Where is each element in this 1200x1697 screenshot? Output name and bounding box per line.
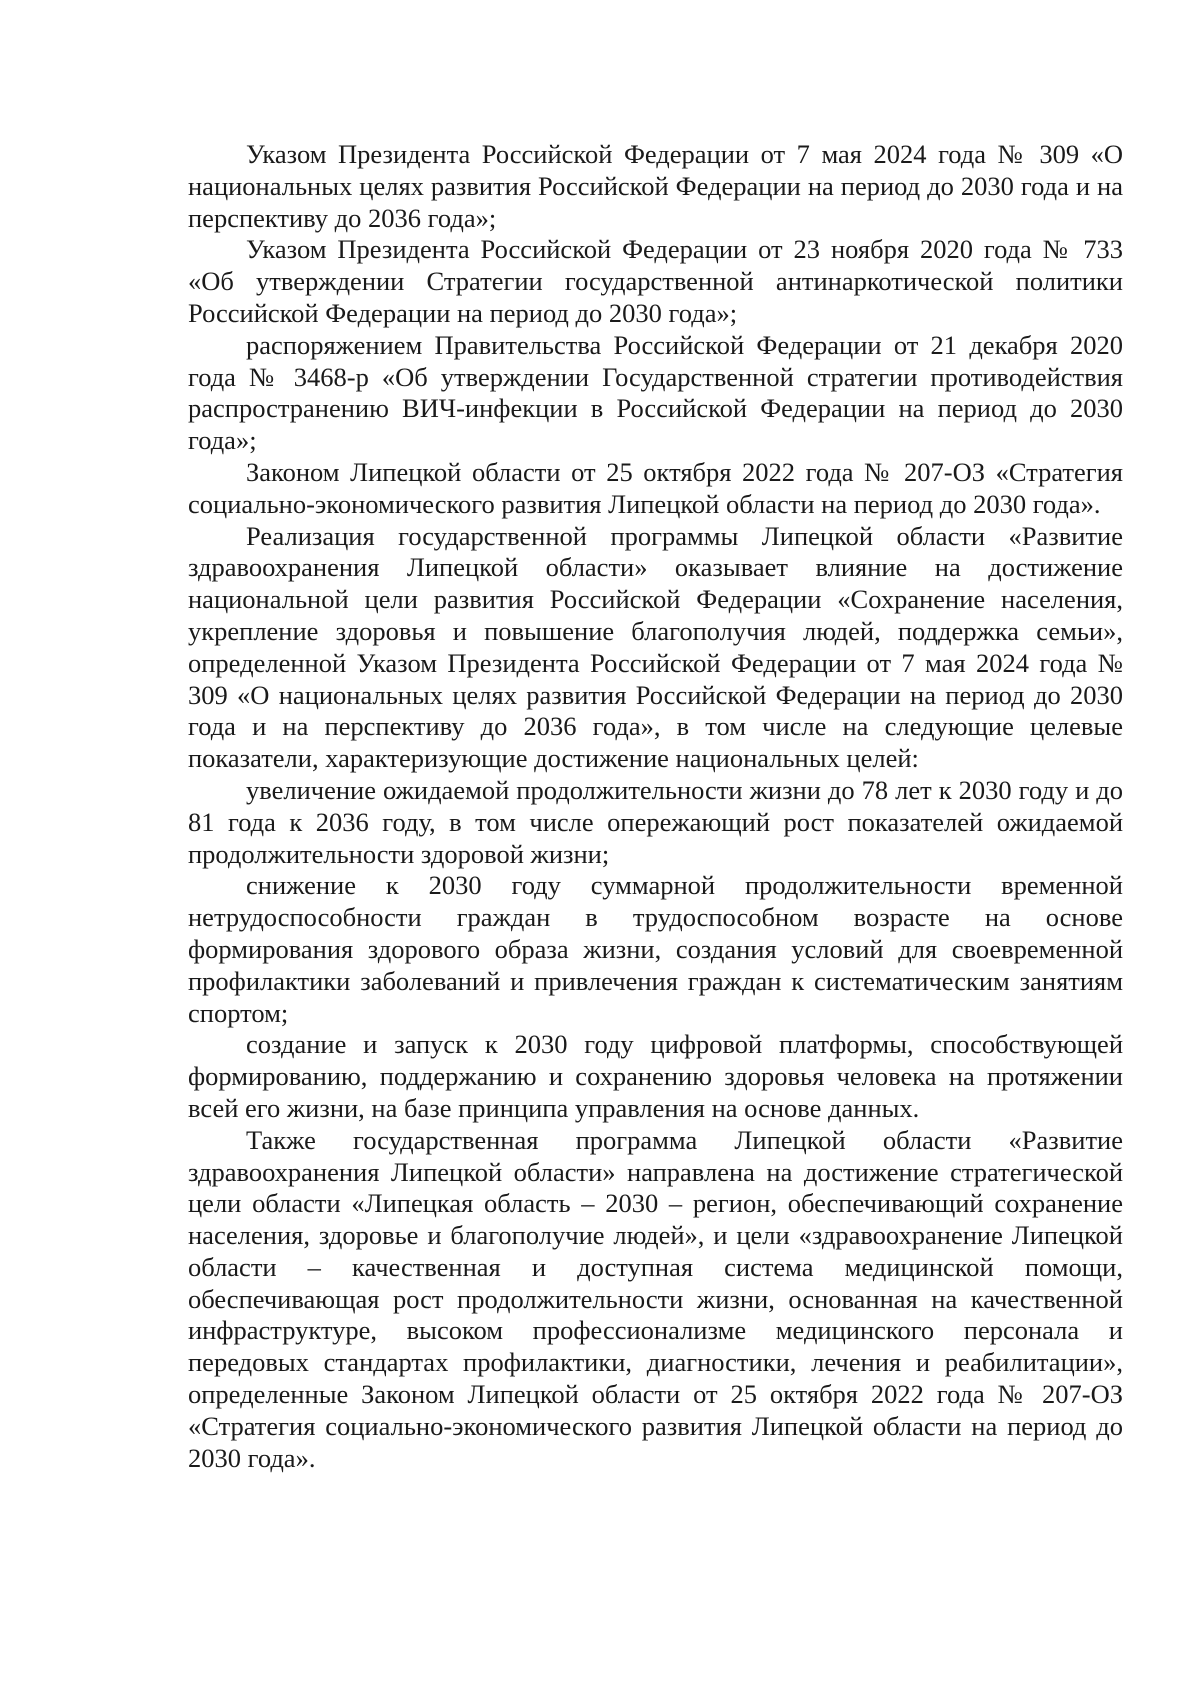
document-body <box>188 139 1123 1474</box>
paragraph-order-3468-r: распоряжением Правительства Российской Федерации от 21 декабря 2020 года № 3468-р «Об утверждении Государственной стратегии противодействия распространению ВИЧ-инфекции в Российской Федерации на период до 2030 года»; <box>188 329 1123 456</box>
paragraph-life-expectancy: увеличение ожидаемой продолжительности жизни до 78 лет к 2030 году и до 81 года к 2036 году, в том числе опережающий рост показателей ожидаемой продолжительности здоровой жизни; <box>188 774 1123 869</box>
paragraph-decree-309: Указом Президента Российской Федерации от 7 мая 2024 года № 309 «О национальных целях развития Российской Федерации на период до 2030 года и на перспективу до 2036 года»; <box>188 139 1123 233</box>
paragraph-program-impact: Реализация государственной программы Липецкой области «Развитие здравоохранения Липецкой области» оказывает влияние на достижение национальной цели развития Российской Федерации «Сохранение населения, укрепление здоровья и повышение благополучия людей, поддержка семьи», определенной Указом Президента Российской Федерации от 7 мая 2024 года № 309 «О национальных целях развития Российской Федерации на период до 2030 года и на перспективу до 2036 года», в том числе на следующие целевые показатели, характеризующие достижение национальных целей: <box>188 520 1123 774</box>
paragraph-decree-733: Указом Президента Российской Федерации от 23 ноября 2020 года № 733 «Об утверждении Стратегии государственной антинаркотической политики Российской Федерации на период до 2030 года»; <box>188 234 1123 328</box>
paragraph-law-207-oz: Законом Липецкой области от 25 октября 2022 года № 207-ОЗ «Стратегия социально-экономического развития Липецкой области на период до 2030 года». <box>188 456 1123 519</box>
paragraph-digital-platform: создание и запуск к 2030 году цифровой платформы, способствующей формированию, поддержанию и сохранению здоровья человека на протяжении всей его жизни, на базе принципа управления на основе данных. <box>188 1029 1123 1123</box>
paragraph-strategic-goal: Также государственная программа Липецкой области «Развитие здравоохранения Липецкой области» направлена на достижение стратегической цели области «Липецкая область – 2030 – регион, обеспечивающий сохранение населения, здоровье и благополучие людей», и цели «здравоохранение Липецкой области – качественная и доступная система медицинской помощи, обеспечивающая рост продолжительности жизни, основанная на качественной инфраструктуре, высоком профессионализме медицинского персонала и передовых стандартах профилактики, диагностики, лечения и реабилитации», определенные Законом Липецкой области от 25 октября 2022 года № 207-ОЗ «Стратегия социально-экономического развития Липецкой области на период до 2030 года». <box>188 1124 1123 1473</box>
paragraph-disability-reduction: снижение к 2030 году суммарной продолжительности временной нетрудоспособности граждан в трудоспособном возрасте на основе формирования здорового образа жизни, создания условий для своевременной профилактики заболеваний и привлечения граждан к систематическим занятиям спортом; <box>188 870 1123 1028</box>
